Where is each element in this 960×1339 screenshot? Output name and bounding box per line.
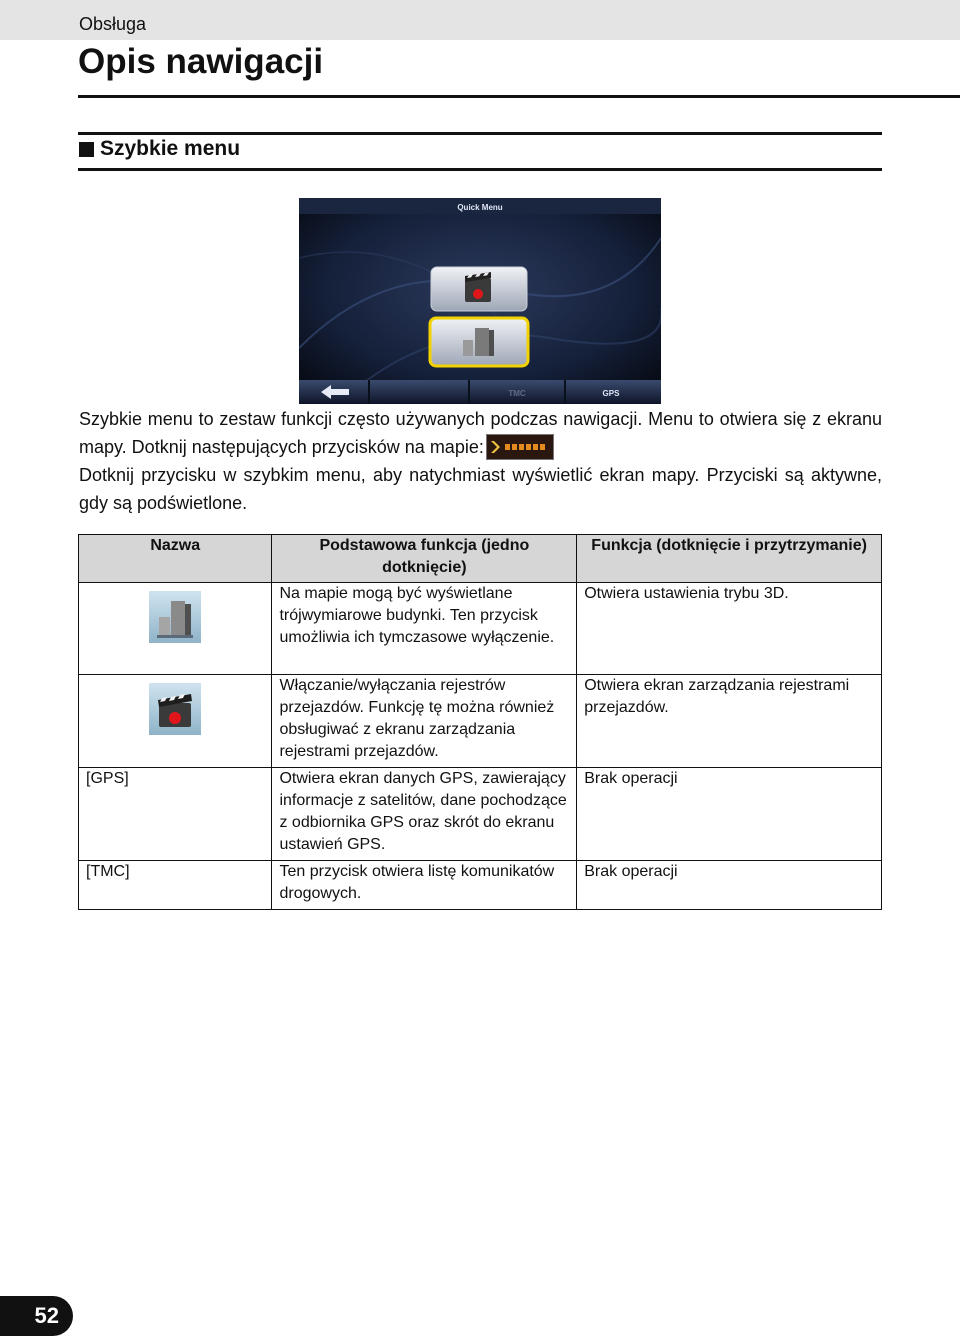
row-primary-cell: Ten przycisk otwiera listę komunikatów drogowych. xyxy=(272,861,577,910)
table-row xyxy=(79,583,882,675)
row-name-cell xyxy=(79,583,272,675)
row-hold-cell: Otwiera ustawienia trybu 3D. xyxy=(577,583,882,675)
intro-paragraph-2: Dotknij przycisku w szybkim menu, aby natychmiast wyświetlić ekran mapy. Przyciski są aktywne, gdy są podświetlone. xyxy=(79,465,882,513)
function-table xyxy=(78,534,882,910)
table-header-row xyxy=(79,535,882,583)
tmc-label: TMC xyxy=(508,389,526,398)
row-primary-cell: Na mapie mogą być wyświetlane trójwymiarowe budynki. Ten przycisk umożliwia ich tymczasowe wyłączenie. xyxy=(272,583,577,675)
title-divider xyxy=(78,95,960,98)
quick-menu-map-button-icon xyxy=(486,434,554,460)
subheading xyxy=(79,137,240,161)
subheading-rule-bottom xyxy=(78,168,882,171)
row-name-cell: [TMC] xyxy=(79,861,272,910)
quick-menu-screenshot xyxy=(299,198,661,404)
subheading-text: Szybkie menu xyxy=(100,137,241,160)
intro-paragraph-1-text: Szybkie menu to zestaw funkcji często używanych podczas nawigacji. Menu to otwiera się z ekranu mapy. Dotknij następujących przycisków na mapie: xyxy=(79,409,882,457)
row-primary-cell: Włączanie/wyłączania rejestrów przejazdów. Funkcję tę można również obsługiwać z ekranu zarządzania rejestrami przejazdów. xyxy=(272,675,577,768)
row-hold-cell: Otwiera ekran zarządzania rejestrami przejazdów. xyxy=(577,675,882,768)
table-row xyxy=(79,861,882,910)
header-name: Nazwa xyxy=(79,535,272,583)
page-title: Opis nawigacji xyxy=(78,42,324,81)
quick-menu-title: Quick Menu xyxy=(457,203,503,212)
header-hold: Funkcja (dotknięcie i przytrzymanie) xyxy=(577,535,882,583)
section-label: Obsługa xyxy=(79,14,147,34)
row-primary-cell: Otwiera ekran danych GPS, zawierający informacje z satelitów, dane pochodzące z odbiornika GPS oraz skrót do ekranu ustawień GPS. xyxy=(272,768,577,861)
header-primary: Podstawowa funkcja (jedno dotknięcie) xyxy=(272,535,577,583)
subheading-rule-top xyxy=(78,132,882,135)
track-log-icon xyxy=(149,683,201,735)
table-row xyxy=(79,768,882,861)
square-bullet-icon xyxy=(79,142,94,157)
page-number: 52 xyxy=(0,1296,73,1336)
row-hold-cell: Brak operacji xyxy=(577,861,882,910)
3d-buildings-icon xyxy=(149,591,201,643)
quick-menu-track-log-button xyxy=(431,267,527,311)
row-hold-cell: Brak operacji xyxy=(577,768,882,861)
intro-paragraph-1 xyxy=(79,405,882,461)
row-name-cell xyxy=(79,675,272,768)
row-name-cell: [GPS] xyxy=(79,768,272,861)
table-row xyxy=(79,675,882,768)
gps-label: GPS xyxy=(602,389,620,398)
quick-menu-3d-button xyxy=(430,318,528,366)
